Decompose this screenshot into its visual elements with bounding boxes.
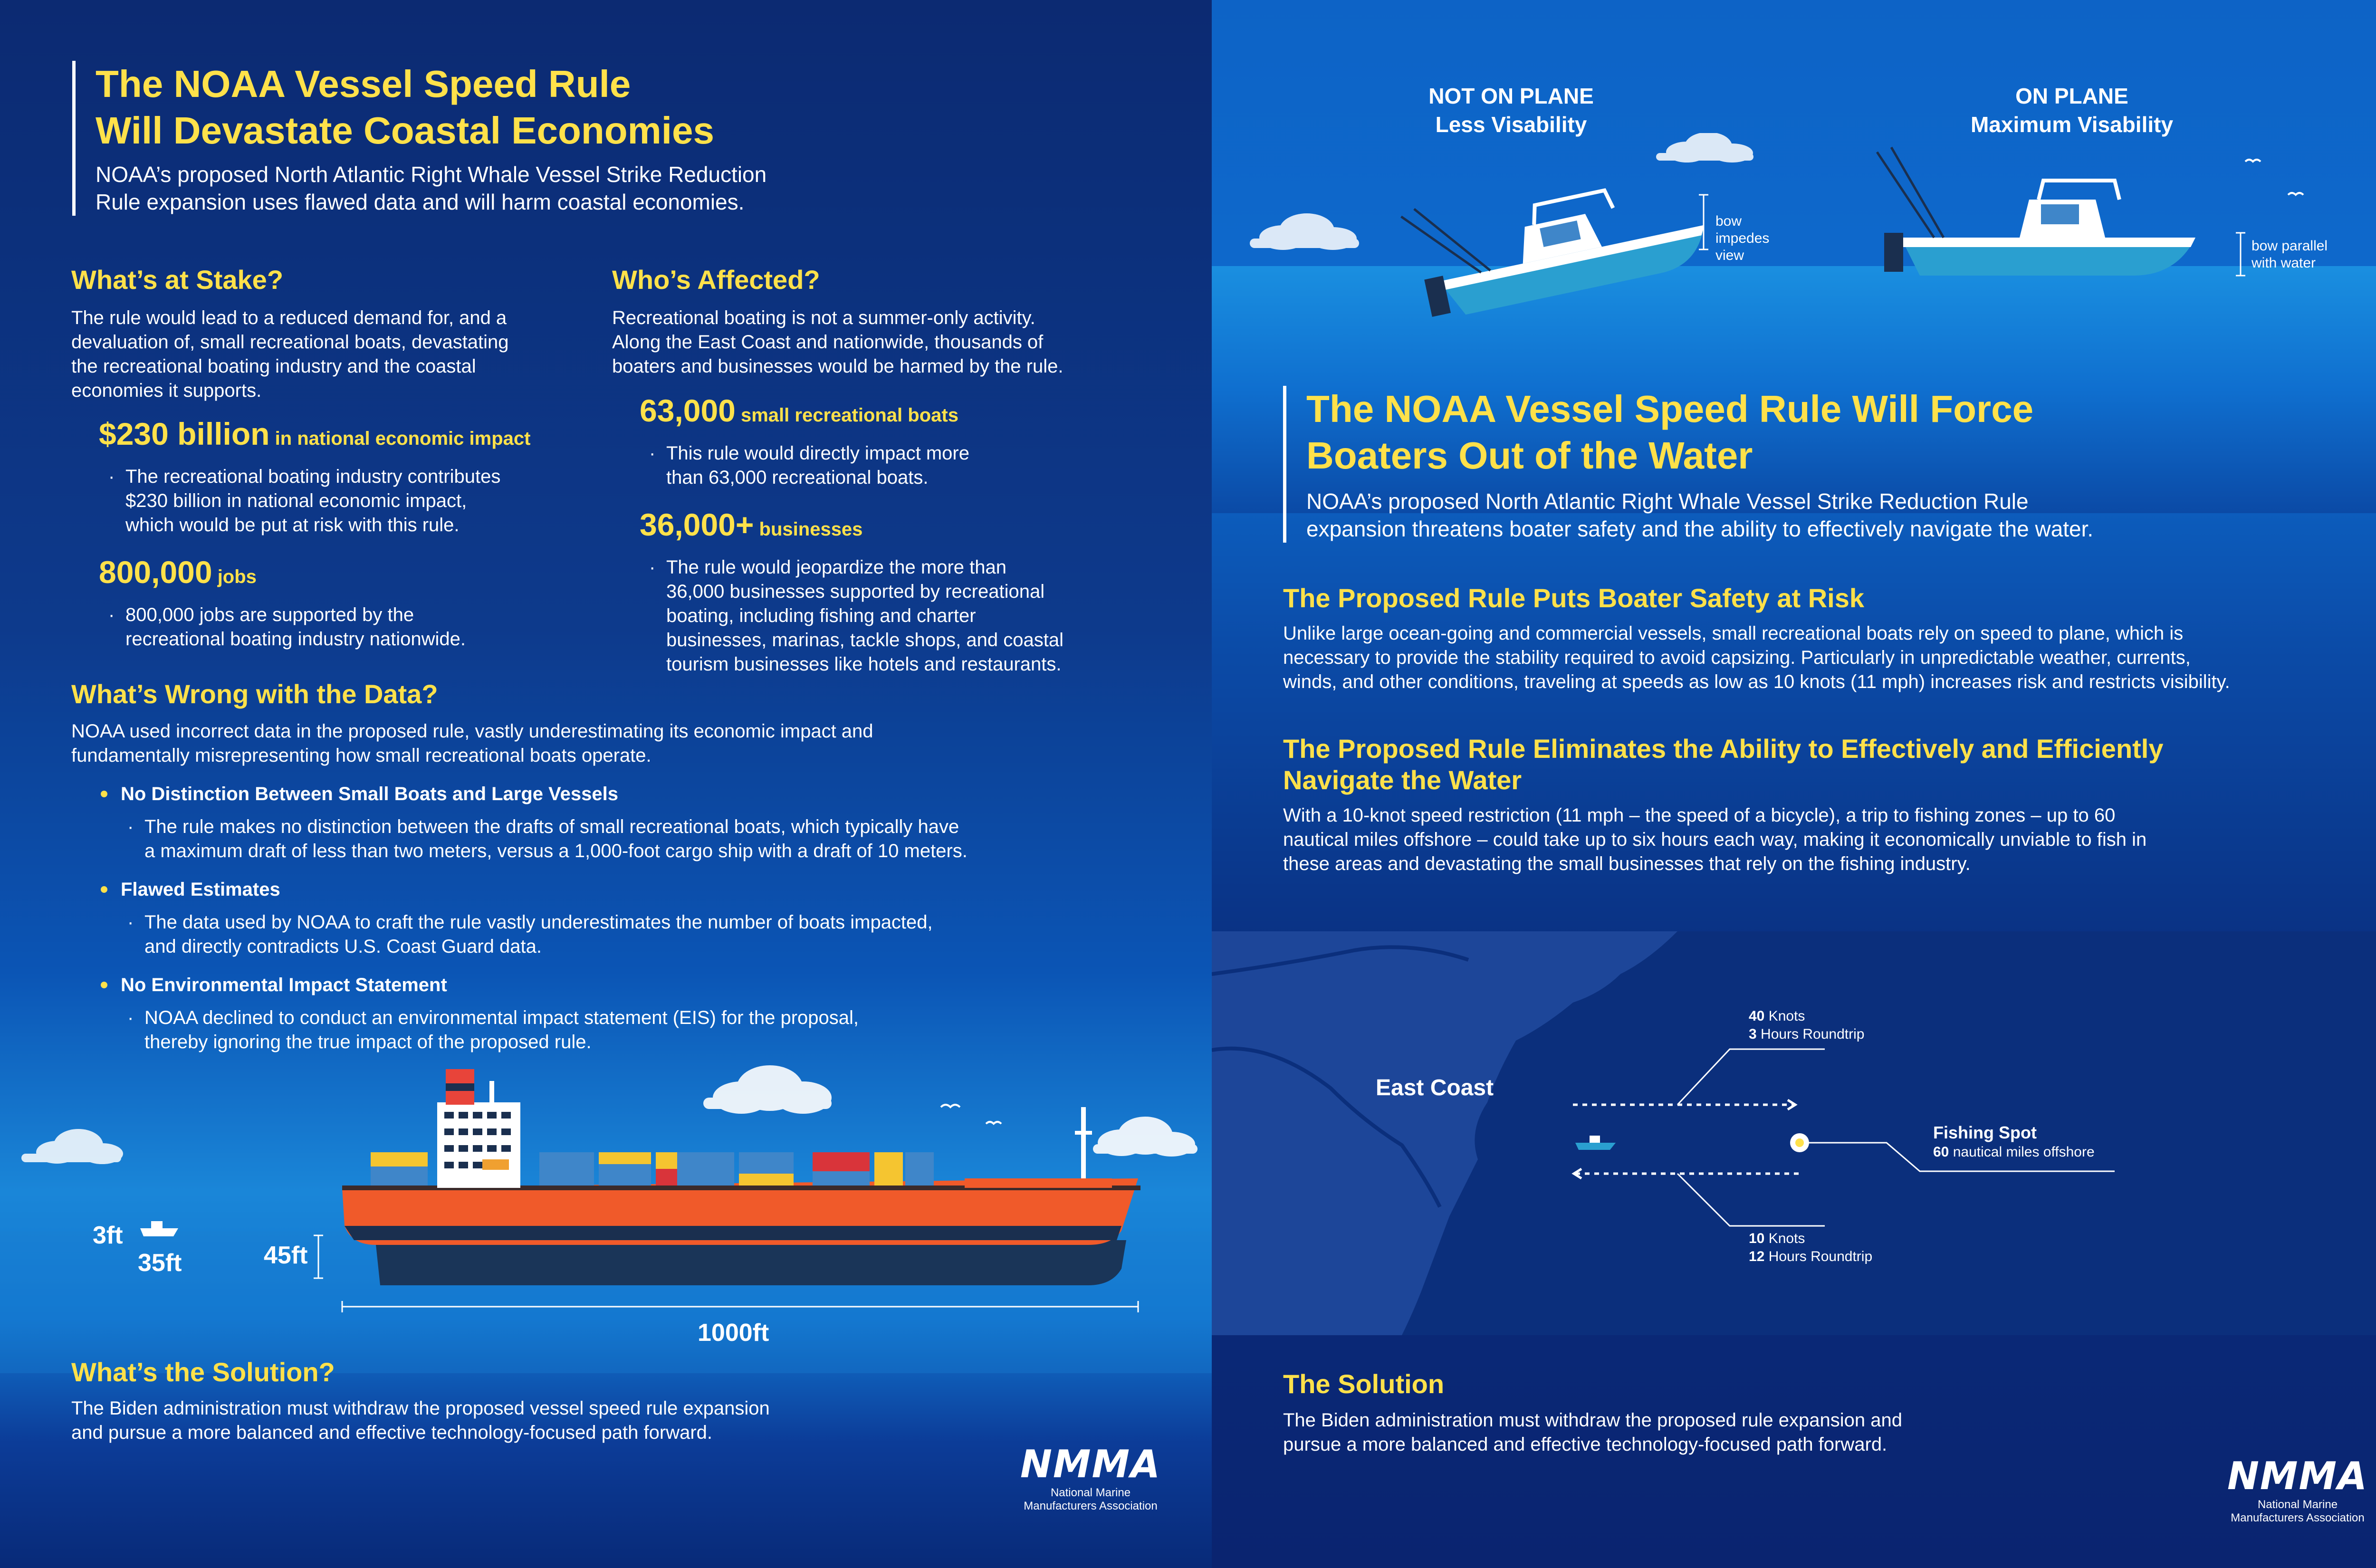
wrong-item-line: · The rule makes no distinction between the drafts of small recreational boats, which typically have bbox=[121, 815, 1164, 839]
right-lead-line-1: NOAA’s proposed North Atlantic Right Whale Vessel Strike Reduction Rule bbox=[1306, 489, 2029, 514]
nmma-logo-mark: NMMA bbox=[1020, 1442, 1161, 1486]
small-boat-icon bbox=[140, 1221, 178, 1236]
fishing-spot-title: Fishing Spot bbox=[1933, 1123, 2037, 1142]
stat-label: in national economic impact bbox=[269, 428, 531, 449]
safety-section bbox=[1283, 583, 2376, 694]
slow-route-label bbox=[1749, 1230, 1872, 1266]
small-boat-height: 3ft bbox=[93, 1222, 123, 1249]
navigate-text-line: nautical miles offshore – could take up to six hours each way, making it economically unviable to fish in bbox=[1283, 829, 2147, 850]
stat-bullet-line: · The recreational boating industry contributes bbox=[102, 465, 594, 489]
stat-36000-businesses bbox=[640, 506, 1182, 677]
affected-heading: Who’s Affected? bbox=[612, 265, 820, 295]
cargo-ship-illustration bbox=[0, 1041, 1212, 1373]
stat-value: 63,000 bbox=[640, 393, 736, 428]
safety-text-line: Unlike large ocean-going and commercial vessels, small recreational boats rely on speed to plane, which is bbox=[1283, 623, 2184, 644]
slow-time-unit: Hours Roundtrip bbox=[1764, 1249, 1873, 1264]
stat-bullet-line: businesses, marinas, tackle shops, and coastal bbox=[666, 630, 1063, 650]
on-plane-title: ON PLANE bbox=[2015, 84, 2128, 108]
safety-text-line: necessary to provide the stability required to avoid capsizing. Particularly in unpredictable weather, currents, bbox=[1283, 647, 2191, 668]
wrong-data-section bbox=[71, 679, 1164, 1054]
ship-draft-label: 45ft bbox=[264, 1242, 308, 1269]
stat-bullet-line: · The rule would jeopardize the more than bbox=[642, 555, 1182, 580]
affected-text-line: Recreational boating is not a summer-only activity. bbox=[612, 307, 1035, 328]
fast-route-label bbox=[1749, 1007, 1864, 1043]
bird-icon bbox=[2288, 193, 2303, 195]
stat-230-billion bbox=[99, 415, 594, 537]
bow-parallel-note bbox=[2251, 238, 2328, 272]
stat-63000-boats bbox=[640, 392, 1182, 490]
left-solution-line: The Biden administration must withdraw the proposed vessel speed rule expansion bbox=[71, 1398, 770, 1419]
cloud-icon bbox=[703, 1065, 832, 1114]
wrong-heading: What’s Wrong with the Data? bbox=[71, 679, 438, 709]
left-title-line-1: The NOAA Vessel Speed Rule bbox=[96, 63, 631, 105]
boat-not-on-plane-icon bbox=[1400, 151, 1712, 324]
stat-bullet-line: than 63,000 recreational boats. bbox=[666, 467, 929, 488]
on-plane-subtitle: Maximum Visability bbox=[1970, 112, 2174, 137]
nmma-logo bbox=[2224, 1454, 2371, 1525]
wrong-item-title: No Distinction Between Small Boats and Large Vessels bbox=[96, 782, 1164, 806]
wrong-item-title: No Environmental Impact Statement bbox=[96, 973, 1164, 997]
not-on-plane-title: NOT ON PLANE bbox=[1428, 84, 1594, 108]
wrong-item-line: thereby ignoring the true impact of the proposed rule. bbox=[144, 1032, 592, 1052]
navigate-text-line: these areas and devastating the small businesses that rely on the fishing industry. bbox=[1283, 853, 1971, 874]
fishing-spot-distance: 60 bbox=[1933, 1144, 1949, 1160]
wrong-item-line: and directly contradicts U.S. Coast Guard data. bbox=[144, 936, 542, 957]
navigate-heading-line-2: Navigate the Water bbox=[1283, 765, 1522, 795]
fishing-spot-label bbox=[1933, 1122, 2095, 1161]
bow-note-line: bow bbox=[1715, 213, 1742, 229]
right-panel bbox=[1212, 0, 2376, 1568]
stake-text-line: economies it supports. bbox=[71, 380, 262, 401]
affected-text-line: Along the East Coast and nationwide, thousands of bbox=[612, 332, 1044, 353]
bird-icon bbox=[2245, 160, 2261, 162]
nmma-logo-line: Manufacturers Association bbox=[1024, 1500, 1158, 1512]
stat-label: small recreational boats bbox=[735, 405, 958, 426]
ship-hull-underwater bbox=[375, 1240, 1126, 1285]
slow-time-value: 12 bbox=[1749, 1249, 1765, 1264]
wrong-item-line: · NOAA declined to conduct an environmental impact statement (EIS) for the proposal, bbox=[121, 1006, 1164, 1030]
left-lead-line-2: Rule expansion uses flawed data and will harm coastal economies. bbox=[96, 190, 745, 214]
slow-speed-value: 10 bbox=[1749, 1231, 1765, 1246]
wrong-item-line: a maximum draft of less than two meters, versus a 1,000-foot cargo ship with a draft of 10 meters. bbox=[144, 841, 968, 861]
affected-text-line: boaters and businesses would be harmed by the rule. bbox=[612, 356, 1063, 377]
stake-heading: What’s at Stake? bbox=[71, 265, 284, 295]
bow-note-line: view bbox=[1715, 248, 1744, 263]
nmma-logo-line: National Marine bbox=[2257, 1498, 2338, 1511]
bow-impedes-note bbox=[1715, 213, 1769, 264]
right-solution-line: The Biden administration must withdraw the proposed rule expansion and bbox=[1283, 1410, 1902, 1431]
fast-time-value: 3 bbox=[1749, 1026, 1757, 1042]
stat-label: businesses bbox=[754, 519, 863, 540]
stake-text-line: The rule would lead to a reduced demand for, and a bbox=[71, 307, 507, 328]
right-lead-line-2: expansion threatens boater safety and the ability to effectively navigate the water. bbox=[1306, 516, 2094, 541]
stat-bullet-line: recreational boating industry nationwide. bbox=[125, 629, 466, 650]
stat-bullet-line: which would be put at risk with this rule. bbox=[125, 515, 460, 535]
stake-section bbox=[71, 264, 594, 651]
bow-note-line: impedes bbox=[1715, 230, 1770, 246]
fast-time-unit: Hours Roundtrip bbox=[1756, 1026, 1865, 1042]
bow-note-line: bow parallel bbox=[2251, 238, 2328, 254]
safety-heading: The Proposed Rule Puts Boater Safety at Risk bbox=[1283, 583, 1864, 613]
east-coast-label: East Coast bbox=[1376, 1075, 1494, 1100]
nmma-logo-line: National Marine bbox=[1050, 1486, 1131, 1499]
stake-text-line: devaluation of, small recreational boats, devastating bbox=[71, 332, 509, 353]
slow-speed-unit: Knots bbox=[1764, 1231, 1805, 1246]
right-title-line-2: Boaters Out of the Water bbox=[1306, 434, 1753, 477]
cloud-icon bbox=[1656, 133, 1753, 163]
wrong-item-title: Flawed Estimates bbox=[96, 878, 1164, 902]
left-lead-line-1: NOAA’s proposed North Atlantic Right Whale Vessel Strike Reduction bbox=[96, 162, 767, 187]
nmma-logo bbox=[1017, 1442, 1164, 1513]
right-solution-section bbox=[1283, 1368, 2233, 1457]
fishing-spot-unit: nautical miles offshore bbox=[1949, 1144, 2095, 1160]
left-solution-line: and pursue a more balanced and effective technology-focused path forward. bbox=[71, 1422, 713, 1443]
fast-speed-value: 40 bbox=[1749, 1008, 1765, 1024]
bird-icon bbox=[986, 1122, 1001, 1124]
wrong-item bbox=[96, 878, 1164, 959]
stat-800000-jobs bbox=[99, 554, 594, 651]
right-solution-heading: The Solution bbox=[1283, 1369, 1445, 1399]
boat-on-plane-icon bbox=[1877, 147, 2195, 276]
stat-bullet-line: · This rule would directly impact more bbox=[642, 441, 1182, 466]
stat-label: jobs bbox=[212, 566, 257, 587]
stat-value: 36,000+ bbox=[640, 507, 754, 542]
stat-bullet-line: boating, including fishing and charter bbox=[666, 605, 976, 626]
small-boat-length: 35ft bbox=[138, 1249, 182, 1277]
bow-note-line: with water bbox=[2251, 255, 2316, 271]
right-title-line-1: The NOAA Vessel Speed Rule Will Force bbox=[1306, 388, 2034, 430]
cloud-icon bbox=[1250, 213, 1359, 250]
cloud-icon bbox=[21, 1129, 123, 1164]
affected-section bbox=[612, 264, 1182, 677]
cloud-icon bbox=[1093, 1117, 1198, 1157]
wrong-item-line: · The data used by NOAA to craft the rule vastly underestimates the number of boats impacted, bbox=[121, 910, 1164, 935]
stat-bullet-line: $230 billion in national economic impact, bbox=[125, 490, 467, 511]
safety-text-line: winds, and other conditions, traveling at speeds as low as 10 knots (11 mph) increases risk and restricts visibility. bbox=[1283, 671, 2230, 692]
right-title-block bbox=[1283, 386, 2376, 543]
wrong-text-line: fundamentally misrepresenting how small recreational boats operate. bbox=[71, 745, 651, 766]
right-solution-line: pursue a more balanced and effective technology-focused path forward. bbox=[1283, 1434, 1887, 1455]
east-coast-map bbox=[1212, 931, 2376, 1335]
stake-text-line: the recreational boating industry and the coastal bbox=[71, 356, 476, 377]
on-plane-label bbox=[1948, 82, 2195, 139]
left-solution-section bbox=[71, 1357, 1022, 1445]
nmma-logo-line: Manufacturers Association bbox=[2231, 1511, 2365, 1524]
stat-bullet-line: tourism businesses like hotels and restaurants. bbox=[666, 654, 1062, 675]
not-on-plane-subtitle: Less Visability bbox=[1435, 112, 1587, 137]
fast-speed-unit: Knots bbox=[1764, 1008, 1805, 1024]
left-title-line-2: Will Devastate Coastal Economies bbox=[96, 109, 714, 152]
stat-value: $230 billion bbox=[99, 416, 270, 451]
navigate-heading-line-1: The Proposed Rule Eliminates the Ability to Effectively and Efficiently bbox=[1283, 734, 2164, 764]
wrong-item bbox=[96, 782, 1164, 863]
ship-length-label: 1000ft bbox=[698, 1319, 769, 1347]
bird-icon bbox=[941, 1105, 960, 1107]
stat-bullet-line: · 800,000 jobs are supported by the bbox=[102, 603, 594, 627]
wrong-text-line: NOAA used incorrect data in the proposed rule, vastly underestimating its economic impact and bbox=[71, 721, 873, 742]
left-title-block bbox=[72, 61, 998, 216]
left-solution-heading: What’s the Solution? bbox=[71, 1357, 335, 1387]
stat-value: 800,000 bbox=[99, 555, 212, 590]
boats-illustration bbox=[1212, 133, 2376, 352]
nmma-logo-mark: NMMA bbox=[2227, 1454, 2368, 1498]
stat-bullet-line: 36,000 businesses supported by recreational bbox=[666, 581, 1045, 602]
navigate-section bbox=[1283, 733, 2376, 876]
not-on-plane-label bbox=[1411, 82, 1611, 139]
navigate-text-line: With a 10-knot speed restriction (11 mph – the speed of a bicycle), a trip to fishing zones – up to 60 bbox=[1283, 805, 2116, 826]
